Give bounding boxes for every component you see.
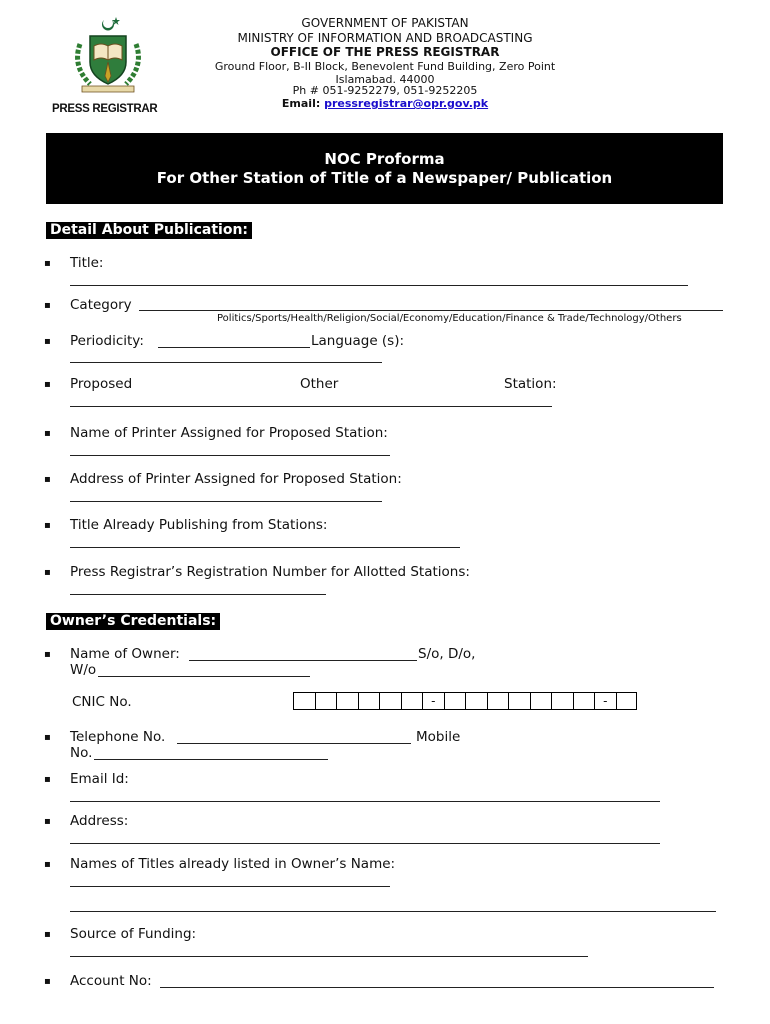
bullet-icon: ▪ [44, 774, 51, 785]
cnic-digit-box[interactable] [379, 692, 401, 710]
printer-address-label: Address of Printer Assigned for Proposed Station: [70, 471, 402, 487]
cnic-digit-box[interactable] [444, 692, 466, 710]
registration-number-label: Press Registrar’s Registration Number for Allotted Stations: [70, 564, 470, 580]
proposed-station-field[interactable] [70, 406, 552, 407]
bullet-icon: ▪ [44, 567, 51, 578]
mobile-no-label: No. [70, 745, 93, 761]
email-link[interactable]: pressregistrar@opr.gov.pk [324, 97, 489, 110]
titles-listed-field[interactable] [70, 886, 390, 887]
cnic-digit-box[interactable]: - [594, 692, 616, 710]
title-publishing-label: Title Already Publishing from Stations: [70, 517, 328, 533]
header-address: Ground Floor, B-II Block, Benevolent Fund Building, Zero Point [214, 60, 556, 73]
titles-listed-label: Names of Titles already listed in Owner’s Name: [70, 856, 396, 872]
title-field[interactable] [70, 285, 688, 286]
logo-caption: PRESS REGISTRAR [52, 103, 158, 115]
proposed-label: Proposed [70, 376, 133, 392]
cnic-boxes[interactable] [293, 692, 637, 710]
bullet-icon: ▪ [44, 929, 51, 940]
cnic-digit-box[interactable] [616, 692, 638, 710]
bullet-icon: ▪ [44, 649, 51, 660]
bullet-icon: ▪ [44, 732, 51, 743]
telephone-label: Telephone No. [70, 729, 166, 745]
cnic-label: CNIC No. [72, 694, 132, 710]
title-label: Title: [70, 255, 104, 271]
section-publication-heading: Detail About Publication: [46, 222, 252, 239]
header-phone: Ph # 051-9252279, 051-9252205 [292, 84, 478, 97]
periodicity-field[interactable] [158, 347, 310, 348]
cnic-digit-box[interactable] [336, 692, 358, 710]
cnic-digit-box[interactable] [315, 692, 337, 710]
account-label: Account No: [70, 973, 152, 989]
header-city: Islamabad. 44000 [335, 73, 435, 86]
language-label: Language (s): [311, 333, 405, 349]
periodicity-label: Periodicity: [70, 333, 144, 349]
cnic-digit-box[interactable] [573, 692, 595, 710]
cnic-digit-box[interactable]: - [422, 692, 444, 710]
telephone-field[interactable] [177, 743, 411, 744]
category-hint: Politics/Sports/Health/Religion/Social/Economy/Education/Finance & Trade/Technology/Others [217, 313, 682, 324]
category-field[interactable] [139, 310, 723, 311]
bullet-icon: ▪ [44, 336, 51, 347]
cnic-digit-box[interactable] [487, 692, 509, 710]
cnic-digit-box[interactable] [551, 692, 573, 710]
bullet-icon: ▪ [44, 520, 51, 531]
section-owner-heading: Owner’s Credentials: [46, 613, 220, 630]
cnic-digit-box[interactable] [508, 692, 530, 710]
relation-label: S/o, D/o, [418, 646, 476, 662]
form-subtitle: For Other Station of Title of a Newspaper/ Publication [156, 169, 613, 187]
cnic-digit-box[interactable] [358, 692, 380, 710]
category-label: Category [70, 297, 132, 313]
station-label: Station: [504, 376, 557, 392]
address-label: Address: [70, 813, 129, 829]
bullet-icon: ▪ [44, 816, 51, 827]
mobile-label: Mobile [416, 729, 461, 745]
email-id-label: Email Id: [70, 771, 129, 787]
cnic-digit-box[interactable] [293, 692, 315, 710]
cnic-digit-box[interactable] [401, 692, 423, 710]
header-email-line [160, 97, 610, 111]
header-ministry: MINISTRY OF INFORMATION AND BROADCASTING [237, 31, 533, 45]
printer-name-field[interactable] [70, 455, 390, 456]
relation-name-field[interactable] [98, 676, 310, 677]
form-title-banner [46, 133, 723, 204]
titles-listed-field-2[interactable] [70, 911, 716, 912]
bullet-icon: ▪ [44, 859, 51, 870]
funding-label: Source of Funding: [70, 926, 197, 942]
bullet-icon: ▪ [44, 258, 51, 269]
funding-field[interactable] [70, 956, 588, 957]
title-publishing-field[interactable] [70, 547, 460, 548]
bullet-icon: ▪ [44, 474, 51, 485]
printer-name-label: Name of Printer Assigned for Proposed Station: [70, 425, 388, 441]
header-government: GOVERNMENT OF PAKISTAN [301, 16, 469, 30]
bullet-icon: ▪ [44, 379, 51, 390]
bullet-icon: ▪ [44, 428, 51, 439]
email-id-field[interactable] [70, 801, 660, 802]
bullet-icon: ▪ [44, 976, 51, 987]
address-field[interactable] [70, 843, 660, 844]
other-label: Other [300, 376, 339, 392]
form-title: NOC Proforma [324, 150, 445, 168]
registration-number-field[interactable] [70, 594, 326, 595]
header-office: OFFICE OF THE PRESS REGISTRAR [270, 45, 500, 59]
owner-name-label: Name of Owner: [70, 646, 180, 662]
wo-label: W/o [70, 662, 97, 678]
press-registrar-emblem-icon [60, 14, 156, 96]
printer-address-field[interactable] [70, 501, 382, 502]
account-field[interactable] [160, 987, 714, 988]
owner-name-field[interactable] [189, 660, 417, 661]
email-label: Email: [281, 97, 325, 110]
cnic-digit-box[interactable] [530, 692, 552, 710]
mobile-field[interactable] [94, 759, 328, 760]
bullet-icon: ▪ [44, 300, 51, 311]
language-field[interactable] [70, 362, 382, 363]
cnic-digit-box[interactable] [465, 692, 487, 710]
